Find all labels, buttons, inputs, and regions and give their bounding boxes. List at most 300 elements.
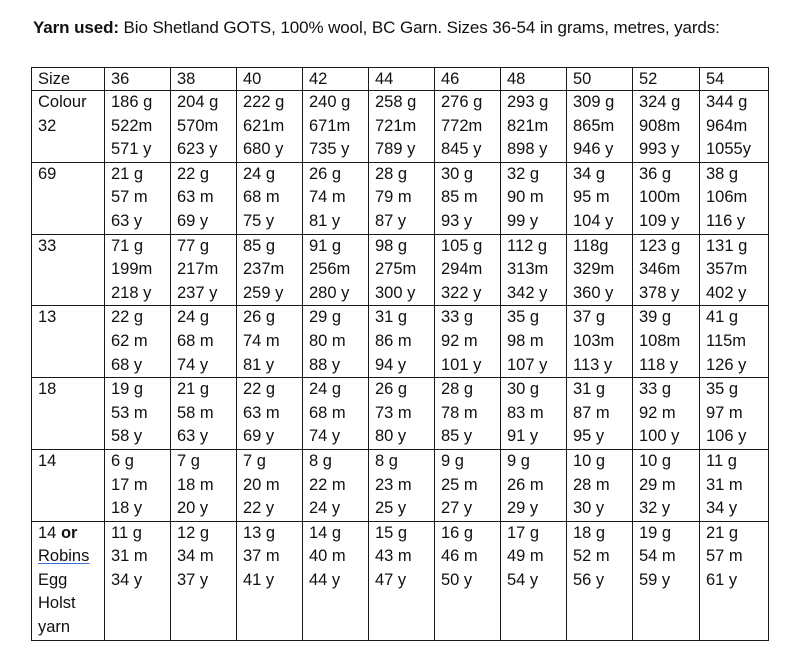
yards-value: 126 y — [706, 355, 747, 374]
grams-value: 9 g — [507, 451, 530, 470]
size-cell: 54 — [700, 68, 769, 91]
yards-value: 41 y — [243, 570, 275, 589]
grams-value: 11 g — [111, 523, 142, 542]
grams-value: 24 g — [243, 164, 276, 183]
yards-value: 27 y — [441, 499, 473, 518]
amount-cell — [369, 234, 435, 306]
grams-value: 24 g — [309, 380, 342, 399]
size-cell: 50 — [567, 68, 633, 91]
metres-value: 92 m — [639, 403, 676, 422]
yards-value: 81 y — [243, 355, 275, 374]
metres-value: 37 m — [243, 547, 280, 566]
colour-label-cell — [32, 162, 105, 234]
metres-value: 49 m — [507, 547, 544, 566]
metres-value: 34 m — [177, 547, 214, 566]
size-cell: 46 — [435, 68, 501, 91]
amount-cell — [700, 306, 769, 378]
yards-value: 34 y — [706, 499, 738, 518]
amount-cell — [237, 449, 303, 521]
size-header-row — [32, 68, 769, 91]
amount-cell — [633, 162, 700, 234]
amount-cell — [171, 306, 237, 378]
metres-value: 721m — [375, 116, 417, 135]
metres-value: 53 m — [111, 403, 148, 422]
grams-value: 31 g — [573, 380, 606, 399]
grams-value: 293 g — [507, 93, 549, 111]
page-heading — [33, 18, 720, 38]
amount-cell — [567, 449, 633, 521]
heading-label: Yarn used: — [33, 18, 119, 37]
amount-cell — [501, 234, 567, 306]
grams-value: 30 g — [507, 380, 540, 399]
amount-cell — [105, 521, 171, 640]
metres-value: 87 m — [573, 403, 610, 422]
colour-row — [32, 162, 769, 234]
yards-value: 360 y — [573, 283, 614, 302]
amount-cell — [435, 449, 501, 521]
amount-cell — [171, 521, 237, 640]
amount-cell — [369, 306, 435, 378]
metres-value: 98 m — [507, 331, 544, 350]
grams-value: 21 g — [111, 164, 144, 183]
metres-value: 217m — [177, 260, 219, 279]
metres-value: 18 m — [177, 475, 214, 494]
amount-cell — [700, 162, 769, 234]
metres-value: 17 m — [111, 475, 148, 494]
grams-value: 105 g — [441, 236, 483, 255]
amount-cell — [633, 449, 700, 521]
grams-value: 344 g — [706, 93, 748, 111]
metres-value: 357m — [706, 260, 748, 279]
metres-value: 821m — [507, 116, 549, 135]
grams-value: 29 g — [309, 308, 342, 327]
grams-value: 38 g — [706, 164, 739, 183]
yards-value: 56 y — [573, 570, 605, 589]
metres-value: 108m — [639, 331, 681, 350]
yards-value: 1055y — [706, 140, 751, 159]
yards-value: 47 y — [375, 570, 407, 589]
grams-value: 12 g — [177, 523, 210, 542]
metres-value: 78 m — [441, 403, 478, 422]
grams-value: 26 g — [243, 308, 276, 327]
yards-value: 259 y — [243, 283, 284, 302]
amount-cell — [171, 378, 237, 450]
amount-cell — [303, 378, 369, 450]
metres-value: 57 m — [706, 547, 743, 566]
metres-value: 275m — [375, 260, 417, 279]
size-label-cell: Size — [32, 68, 105, 91]
yards-value: 22 y — [243, 499, 275, 518]
yards-value: 69 y — [177, 211, 209, 230]
yards-value: 109 y — [639, 211, 680, 230]
amount-cell — [105, 234, 171, 306]
metres-value: 31 m — [111, 547, 148, 566]
grams-value: 7 g — [243, 451, 266, 470]
grams-value: 26 g — [309, 164, 342, 183]
colour-row — [32, 91, 769, 163]
amount-cell — [105, 306, 171, 378]
amount-cell — [105, 378, 171, 450]
metres-value: 28 m — [573, 475, 610, 494]
amount-cell — [237, 521, 303, 640]
colour-label-line: 69 — [38, 164, 57, 183]
amount-cell — [567, 162, 633, 234]
yards-value: 68 y — [111, 355, 143, 374]
amount-cell — [303, 162, 369, 234]
grams-value: 10 g — [573, 451, 606, 470]
amount-cell — [435, 306, 501, 378]
yards-value: 113 y — [573, 355, 613, 374]
amount-cell — [633, 234, 700, 306]
metres-value: 85 m — [441, 188, 478, 207]
amount-cell — [567, 91, 633, 163]
metres-value: 106m — [706, 188, 748, 207]
metres-value: 103m — [573, 331, 615, 350]
colour-label-number: 14 — [38, 523, 57, 542]
colour-label-line: Robins — [38, 547, 90, 566]
metres-value: 570m — [177, 116, 219, 135]
colour-label-line: 14 — [38, 451, 57, 470]
grams-value: 16 g — [441, 523, 474, 542]
metres-value: 346m — [639, 260, 681, 279]
amount-cell — [567, 234, 633, 306]
yards-value: 63 y — [177, 427, 209, 446]
amount-cell — [633, 378, 700, 450]
grams-value: 19 g — [111, 380, 144, 399]
amount-cell — [303, 234, 369, 306]
yards-value: 81 y — [309, 211, 341, 230]
amount-cell — [633, 91, 700, 163]
yards-value: 20 y — [177, 499, 209, 518]
grams-value: 36 g — [639, 164, 672, 183]
yards-value: 85 y — [441, 427, 473, 446]
metres-value: 97 m — [706, 403, 743, 422]
yards-value: 993 y — [639, 140, 680, 159]
grams-value: 24 g — [177, 308, 210, 327]
metres-value: 80 m — [309, 331, 346, 350]
size-cell: 52 — [633, 68, 700, 91]
colour-label-or: or — [56, 523, 78, 542]
yards-value: 342 y — [507, 283, 548, 302]
amount-cell — [171, 91, 237, 163]
yards-value: 87 y — [375, 211, 407, 230]
yards-value: 94 y — [375, 355, 407, 374]
metres-value: 908m — [639, 116, 681, 135]
yards-value: 571 y — [111, 140, 152, 159]
grams-value: 10 g — [639, 451, 672, 470]
amount-cell — [105, 449, 171, 521]
amount-cell — [171, 234, 237, 306]
yards-value: 29 y — [507, 499, 539, 518]
grams-value: 28 g — [441, 380, 474, 399]
yards-value: 623 y — [177, 140, 218, 159]
amount-cell — [369, 521, 435, 640]
metres-value: 90 m — [507, 188, 544, 207]
metres-value: 73 m — [375, 403, 412, 422]
grams-value: 35 g — [507, 308, 540, 327]
grams-value: 31 g — [375, 308, 408, 327]
grams-value: 276 g — [441, 93, 483, 111]
yards-value: 75 y — [243, 211, 275, 230]
amount-cell — [303, 306, 369, 378]
amount-cell — [237, 306, 303, 378]
colour-row — [32, 521, 769, 640]
metres-value: 52 m — [573, 547, 610, 566]
amount-cell — [237, 162, 303, 234]
grams-value: 324 g — [639, 93, 681, 111]
colour-label-cell — [32, 378, 105, 450]
amount-cell — [369, 378, 435, 450]
heading-text: Bio Shetland GOTS, 100% wool, BC Garn. Sizes 36-54 in grams, metres, yards: — [118, 18, 720, 37]
yards-value: 59 y — [639, 570, 671, 589]
grams-value: 37 g — [573, 308, 606, 327]
metres-value: 26 m — [507, 475, 544, 494]
yards-value: 61 y — [706, 570, 738, 589]
metres-value: 20 m — [243, 475, 280, 494]
amount-cell — [369, 91, 435, 163]
grams-value: 15 g — [375, 523, 408, 542]
size-cell: 40 — [237, 68, 303, 91]
size-cell: 42 — [303, 68, 369, 91]
metres-value: 95 m — [573, 188, 610, 207]
metres-value: 68 m — [243, 188, 280, 207]
grams-value: 8 g — [375, 451, 398, 470]
yards-value: 898 y — [507, 140, 548, 159]
yards-value: 300 y — [375, 283, 416, 302]
amount-cell — [303, 449, 369, 521]
yards-value: 80 y — [375, 427, 407, 446]
yards-value: 25 y — [375, 499, 407, 518]
yards-value: 91 y — [507, 427, 539, 446]
yards-value: 30 y — [573, 499, 605, 518]
metres-value: 43 m — [375, 547, 412, 566]
yards-value: 101 y — [441, 355, 482, 374]
yards-value: 107 y — [507, 355, 548, 374]
grams-value: 258 g — [375, 93, 417, 111]
colour-label-line: 18 — [38, 380, 57, 399]
grams-value: 112 g — [507, 236, 548, 255]
metres-value: 46 m — [441, 547, 478, 566]
amount-cell — [501, 162, 567, 234]
grams-value: 21 g — [706, 523, 739, 542]
amount-cell — [369, 449, 435, 521]
amount-cell — [700, 234, 769, 306]
amount-cell — [501, 378, 567, 450]
metres-value: 522m — [111, 116, 153, 135]
colour-label-line: Holst — [38, 594, 76, 613]
metres-value: 199m — [111, 260, 153, 279]
metres-value: 68 m — [309, 403, 346, 422]
metres-value: 23 m — [375, 475, 412, 494]
amount-cell — [567, 306, 633, 378]
yards-value: 24 y — [309, 499, 341, 518]
grams-value: 33 g — [441, 308, 474, 327]
metres-value: 83 m — [507, 403, 544, 422]
yards-value: 69 y — [243, 427, 275, 446]
metres-value: 865m — [573, 116, 615, 135]
metres-value: 79 m — [375, 188, 412, 207]
metres-value: 294m — [441, 260, 483, 279]
amount-cell — [435, 378, 501, 450]
grams-value: 30 g — [441, 164, 474, 183]
amount-cell — [105, 162, 171, 234]
colour-label-line: Colour — [38, 93, 87, 111]
metres-value: 57 m — [111, 188, 148, 207]
grams-value: 309 g — [573, 93, 615, 111]
metres-value: 237m — [243, 260, 285, 279]
colour-label-line: yarn — [38, 618, 71, 637]
amount-cell — [501, 91, 567, 163]
grams-value: 39 g — [639, 308, 672, 327]
colour-label-line: 13 — [38, 308, 57, 327]
metres-value: 313m — [507, 260, 549, 279]
grams-value: 22 g — [177, 164, 210, 183]
colour-label-line: 32 — [38, 116, 57, 135]
grams-value: 8 g — [309, 451, 332, 470]
colour-label-cell — [32, 91, 105, 163]
metres-value: 29 m — [639, 475, 676, 494]
yards-value: 32 y — [639, 499, 671, 518]
metres-value: 74 m — [243, 331, 280, 350]
colour-row — [32, 449, 769, 521]
grams-value: 26 g — [375, 380, 408, 399]
yards-value: 946 y — [573, 140, 614, 159]
amount-cell — [435, 234, 501, 306]
yarn-table — [31, 67, 769, 641]
metres-value: 63 m — [177, 188, 214, 207]
grams-value: 91 g — [309, 236, 342, 255]
grams-value: 41 g — [706, 308, 739, 327]
amount-cell — [237, 378, 303, 450]
yards-value: 54 y — [507, 570, 539, 589]
grams-value: 9 g — [441, 451, 464, 470]
amount-cell — [435, 91, 501, 163]
grams-value: 21 g — [177, 380, 210, 399]
amount-cell — [303, 521, 369, 640]
yards-value: 322 y — [441, 283, 482, 302]
yards-value: 37 y — [177, 570, 209, 589]
yards-value: 18 y — [111, 499, 143, 518]
yards-value: 116 y — [706, 211, 746, 230]
yards-value: 845 y — [441, 140, 482, 159]
size-cell: 44 — [369, 68, 435, 91]
grams-value: 85 g — [243, 236, 276, 255]
yards-value: 280 y — [309, 283, 350, 302]
grams-value: 222 g — [243, 93, 285, 111]
metres-value: 115m — [706, 331, 747, 350]
metres-value: 92 m — [441, 331, 478, 350]
grams-value: 123 g — [639, 236, 681, 255]
metres-value: 54 m — [639, 547, 676, 566]
grams-value: 240 g — [309, 93, 351, 111]
grams-value: 17 g — [507, 523, 540, 542]
grams-value: 7 g — [177, 451, 200, 470]
amount-cell — [171, 449, 237, 521]
colour-label-line — [38, 522, 104, 546]
yards-value: 44 y — [309, 570, 341, 589]
colour-label-line: 33 — [38, 236, 57, 255]
colour-row — [32, 378, 769, 450]
colour-label-cell — [32, 234, 105, 306]
metres-value: 62 m — [111, 331, 148, 350]
metres-value: 964m — [706, 116, 748, 135]
amount-cell — [237, 91, 303, 163]
grams-value: 19 g — [639, 523, 672, 542]
yards-value: 34 y — [111, 570, 143, 589]
grams-value: 77 g — [177, 236, 210, 255]
yards-value: 789 y — [375, 140, 416, 159]
grams-value: 118g — [573, 236, 609, 255]
metres-value: 329m — [573, 260, 615, 279]
metres-value: 772m — [441, 116, 483, 135]
yards-value: 218 y — [111, 283, 152, 302]
amount-cell — [171, 162, 237, 234]
yards-value: 99 y — [507, 211, 539, 230]
yards-value: 378 y — [639, 283, 680, 302]
metres-value: 40 m — [309, 547, 346, 566]
size-cell: 48 — [501, 68, 567, 91]
grams-value: 18 g — [573, 523, 606, 542]
yards-value: 74 y — [177, 355, 209, 374]
yards-value: 237 y — [177, 283, 218, 302]
metres-value: 25 m — [441, 475, 478, 494]
yards-value: 58 y — [111, 427, 143, 446]
metres-value: 74 m — [309, 188, 346, 207]
amount-cell — [435, 162, 501, 234]
metres-value: 100m — [639, 188, 681, 207]
grams-value: 22 g — [243, 380, 276, 399]
yards-value: 402 y — [706, 283, 747, 302]
metres-value: 22 m — [309, 475, 346, 494]
colour-label-cell — [32, 449, 105, 521]
grams-value: 98 g — [375, 236, 408, 255]
amount-cell — [567, 521, 633, 640]
amount-cell — [567, 378, 633, 450]
grams-value: 35 g — [706, 380, 739, 399]
amount-cell — [303, 91, 369, 163]
grams-value: 33 g — [639, 380, 672, 399]
grams-value: 14 g — [309, 523, 342, 542]
yards-value: 74 y — [309, 427, 341, 446]
amount-cell — [501, 521, 567, 640]
yards-value: 100 y — [639, 427, 680, 446]
amount-cell — [633, 521, 700, 640]
amount-cell — [435, 521, 501, 640]
grams-value: 186 g — [111, 93, 153, 111]
amount-cell — [501, 449, 567, 521]
grams-value: 11 g — [706, 451, 737, 470]
yards-value: 95 y — [573, 427, 605, 446]
amount-cell — [700, 521, 769, 640]
metres-value: 256m — [309, 260, 351, 279]
colour-label-line: Egg — [38, 570, 68, 589]
metres-value: 68 m — [177, 331, 214, 350]
colour-label-cell — [32, 306, 105, 378]
metres-value: 31 m — [706, 475, 743, 494]
grams-value: 131 g — [706, 236, 748, 255]
amount-cell — [700, 91, 769, 163]
amount-cell — [105, 91, 171, 163]
yards-value: 63 y — [111, 211, 143, 230]
yards-value: 118 y — [639, 355, 679, 374]
yards-value: 88 y — [309, 355, 341, 374]
metres-value: 58 m — [177, 403, 214, 422]
grams-value: 22 g — [111, 308, 144, 327]
grams-value: 71 g — [111, 236, 144, 255]
colour-row — [32, 306, 769, 378]
metres-value: 63 m — [243, 403, 280, 422]
size-cell: 38 — [171, 68, 237, 91]
